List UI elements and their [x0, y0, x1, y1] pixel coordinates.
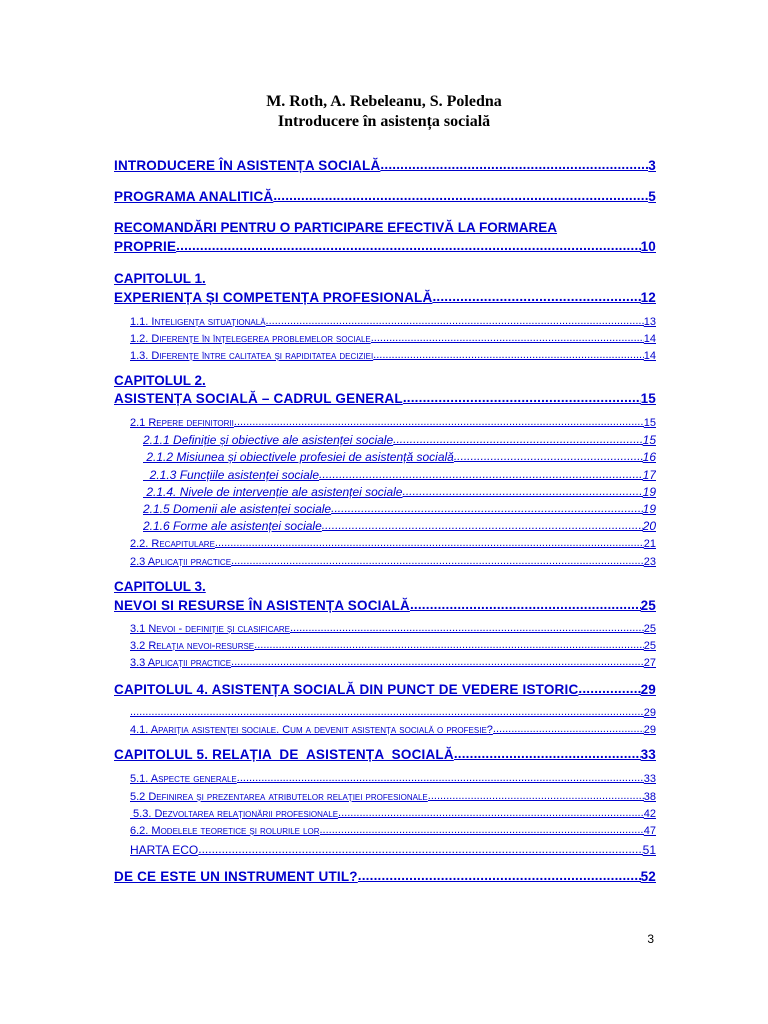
toc-entry-chapter-5[interactable]	[114, 746, 656, 762]
footer-page-number: 3	[647, 932, 654, 946]
toc-page-number: 47	[643, 825, 656, 837]
toc-entry-programa[interactable]	[114, 188, 656, 204]
toc-entry-label: CAPITOLUL 5. RELAȚIA DE ASISTENȚA SOCIALĂ	[114, 747, 454, 762]
toc-entry-label: EXPERIENȚA ȘI COMPETENȚA PROFESIONALĂ	[114, 290, 433, 305]
toc-subentry[interactable]	[130, 537, 656, 550]
toc-entry-label: 2.1.5 Domenii ale asistenței sociale	[143, 502, 332, 516]
toc-page-number: 13	[643, 316, 656, 328]
toc-entry-label: 1.1. Inteligența situațională	[130, 316, 266, 328]
dot-leader	[358, 868, 641, 884]
toc-entry-label: DE CE ESTE UN INSTRUMENT UTIL?	[114, 869, 358, 884]
toc-page-number: 14	[643, 333, 656, 345]
dot-leader	[130, 706, 644, 719]
toc-entry-label: 2.3 Aplicații practice	[130, 556, 232, 568]
dot-leader	[273, 188, 648, 204]
dot-leader	[176, 238, 640, 254]
toc-subentry[interactable]	[143, 467, 656, 482]
toc-entry-chapter-3[interactable]	[114, 597, 656, 613]
dot-leader	[320, 824, 644, 837]
toc-page-number: 42	[643, 808, 656, 820]
toc-page-number: 5	[648, 189, 656, 204]
toc-subentry[interactable]	[130, 807, 656, 820]
toc-entry-chapter-2[interactable]	[114, 390, 656, 406]
toc-entry-label: 4.1. Apariția asistenței sociale. Cum a devenit asistența socială o profesie?	[130, 724, 493, 736]
dot-leader	[432, 289, 640, 305]
toc-entry-label: 2.1.4. Nivele de intervenție ale asistenței sociale	[143, 485, 403, 499]
toc-page-number: 29	[640, 682, 656, 697]
dot-leader	[254, 639, 644, 652]
toc-page-number: 17	[642, 468, 656, 482]
toc-subentry[interactable]	[130, 824, 656, 837]
dot-leader	[454, 746, 641, 762]
dot-leader	[231, 656, 644, 669]
toc-subentry[interactable]	[143, 501, 656, 516]
toc-subentry[interactable]	[143, 484, 656, 499]
dot-leader	[266, 315, 644, 328]
toc-page-number: 33	[643, 773, 656, 785]
dot-leader	[493, 723, 644, 736]
toc-entry-label: 2.1 Repere definitorii	[130, 417, 234, 429]
toc-page-number: 20	[642, 519, 656, 533]
toc-page-number: 23	[643, 556, 656, 568]
dot-leader	[338, 807, 644, 820]
toc-page-number: 3	[648, 158, 656, 173]
toc-subentry[interactable]	[143, 432, 656, 447]
dot-leader	[371, 332, 644, 345]
toc-entry-label: 2.1.6 Forme ale asistenței sociale	[143, 519, 322, 533]
dot-leader	[428, 790, 644, 803]
toc-page-number: 29	[643, 707, 656, 719]
toc-subentry[interactable]	[130, 790, 656, 803]
toc-page-number: 38	[643, 791, 656, 803]
toc-entry-label: 3.2 Relația nevoi-resurse	[130, 640, 255, 652]
toc-entry-label: 2.1.2 Misiunea și obiectivele profesiei de asistență socială	[143, 450, 454, 464]
toc-subentry[interactable]	[130, 622, 656, 635]
toc-entry-label: 2.1.1 Definiție și obiective ale asistenței sociale	[143, 433, 394, 447]
dot-leader	[234, 416, 644, 429]
toc-entry-label: PROGRAMA ANALITICĂ	[114, 189, 274, 204]
dot-leader	[231, 555, 644, 568]
toc-page-number: 19	[642, 485, 656, 499]
toc-entry-label: ASISTENȚA SOCIALĂ – CADRUL GENERAL	[114, 391, 403, 406]
toc-page-number: 19	[642, 502, 656, 516]
toc-entry-label: 1.2. Diferențe în înțelegerea problemelor sociale	[130, 333, 371, 345]
toc-entry-label: 5.2 Definirea și prezentarea atributelor relației profesionale	[130, 791, 428, 803]
toc-entry-label: 2.1.3 Funcțiile asistenței sociale	[143, 468, 320, 482]
toc-page-number: 27	[643, 657, 656, 669]
toc-entry-chapter-4[interactable]	[114, 681, 656, 697]
toc-page-number: 10	[640, 239, 656, 254]
toc-subentry[interactable]	[130, 315, 656, 328]
dot-leader	[380, 157, 648, 173]
toc-entry-label: 3.3 Aplicații practice	[130, 657, 232, 669]
toc-page-number: 52	[640, 869, 656, 884]
dot-leader	[578, 681, 640, 697]
dot-leader	[393, 432, 643, 447]
toc-entry-label: 6.2. Modelele teoretice și rolurile lor	[130, 825, 320, 837]
toc-entry-label: CAPITOLUL 4. ASISTENȚA SOCIALĂ DIN PUNCT DE VEDERE ISTORIC	[114, 682, 579, 697]
toc-entry-label: PROPRIE	[114, 239, 177, 254]
toc-subentry[interactable]	[143, 518, 656, 533]
chapter-1-heading[interactable]: CAPITOLUL 1.	[114, 271, 206, 286]
dot-leader	[402, 484, 642, 499]
chapter-3-heading[interactable]: CAPITOLUL 3.	[114, 579, 206, 594]
toc-subentry[interactable]	[130, 555, 656, 568]
toc-page-number: 33	[640, 747, 656, 762]
toc-page-number: 25	[643, 623, 656, 635]
toc-page-number: 29	[643, 724, 656, 736]
toc-entry-recomandari-line1[interactable]: RECOMANDĂRI PENTRU O PARTICIPARE EFECTIVĂ LA FORMAREA	[114, 220, 558, 235]
toc-subentry[interactable]	[130, 706, 656, 719]
toc-entry-instrument[interactable]	[114, 868, 656, 884]
toc-entry-label: 5.3. Dezvoltarea relaționării profesionale	[130, 808, 339, 820]
toc-subentry[interactable]	[130, 639, 656, 652]
toc-page-number: 25	[643, 640, 656, 652]
toc-subentry[interactable]	[130, 842, 656, 857]
dot-leader	[331, 501, 643, 516]
dot-leader	[290, 622, 644, 635]
toc-page-number: 25	[640, 598, 656, 613]
toc-entry-label: 2.2. Recapitulare	[130, 538, 215, 550]
toc-subentry[interactable]	[130, 656, 656, 669]
toc-subentry[interactable]	[143, 449, 656, 464]
toc-entry-chapter-1[interactable]	[114, 289, 656, 305]
dot-leader	[237, 772, 644, 785]
toc-subentry[interactable]	[130, 772, 656, 785]
dot-leader	[410, 597, 641, 613]
toc-page-number: 51	[642, 843, 656, 857]
toc-page-number: 12	[640, 290, 656, 305]
chapter-2-heading[interactable]: CAPITOLUL 2.	[114, 373, 206, 388]
toc-page-number: 15	[643, 417, 656, 429]
dot-leader	[454, 449, 643, 464]
document-authors: M. Roth, A. Rebeleanu, S. Poledna	[266, 93, 502, 110]
toc-entry-label: NEVOI SI RESURSE ÎN ASISTENȚA SOCIALĂ	[114, 598, 410, 613]
toc-subentry[interactable]	[130, 416, 656, 429]
toc-entry-introducere[interactable]	[114, 157, 656, 173]
toc-entry-label: 3.1 Nevoi - definiție și clasificare	[130, 623, 290, 635]
dot-leader	[198, 842, 642, 857]
document-title: Introducere în asistența socială	[277, 113, 491, 130]
dot-leader	[403, 390, 641, 406]
toc-entry-label: 5.1. Aspecte generale	[130, 773, 237, 785]
toc-entry-label: 1.3. Diferențe între calitatea și rapiditatea deciziei	[130, 350, 374, 362]
dot-leader	[215, 537, 644, 550]
dot-leader	[373, 349, 644, 362]
toc-page-number: 15	[640, 391, 656, 406]
toc-entry-recomandari[interactable]	[114, 238, 656, 254]
dot-leader	[322, 518, 643, 533]
toc-entry-label: INTRODUCERE ÎN ASISTENȚA SOCIALĂ	[114, 158, 381, 173]
dot-leader	[319, 467, 643, 482]
toc-subentry[interactable]	[130, 332, 656, 345]
toc-subentry[interactable]	[130, 349, 656, 362]
toc-entry-label: HARTA ECO	[130, 843, 199, 857]
toc-subentry[interactable]	[130, 723, 656, 736]
toc-page-number: 14	[643, 350, 656, 362]
toc-page-number: 21	[643, 538, 656, 550]
toc-page-number: 15	[642, 433, 656, 447]
toc-page-number: 16	[642, 450, 656, 464]
